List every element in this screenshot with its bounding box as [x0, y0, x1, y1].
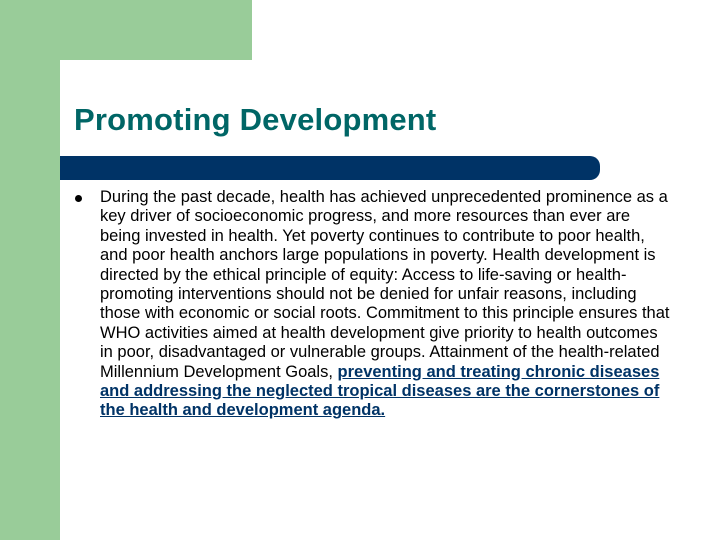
title-underline-bar-cap	[60, 156, 84, 180]
title-underline-bar	[60, 156, 600, 180]
bullet-paragraph	[100, 188, 670, 421]
bullet-list	[74, 188, 674, 421]
bullet-item	[74, 188, 674, 421]
bullet-emphasis-text: preventing and treating chronic diseases and addressing the neglected tropical diseases are the cornerstones of the health and development agenda.	[100, 362, 660, 420]
slide-title: Promoting Development	[74, 102, 437, 137]
green-side-band	[0, 0, 60, 540]
bullet-dot-icon	[75, 195, 82, 202]
bullet-body-text: During the past decade, health has achieved unprecedented prominence as a key driver of socioeconomic progress, and more resources than ever are being invested in health. Yet poverty continues to contribute to poor health, and poor health anchors large populations in poverty. Health development is directed by the ethical principle of equity: Access to life-saving or health-promoting interventions should not be denied for unfair reasons, including those with economic or social roots. Commitment to this principle ensures that WHO activities aimed at health development give priority to health outcomes in poor, disadvantaged or vulnerable groups. Attainment of the health-related Millennium Development Goals,	[100, 188, 670, 381]
green-top-band	[0, 0, 252, 60]
